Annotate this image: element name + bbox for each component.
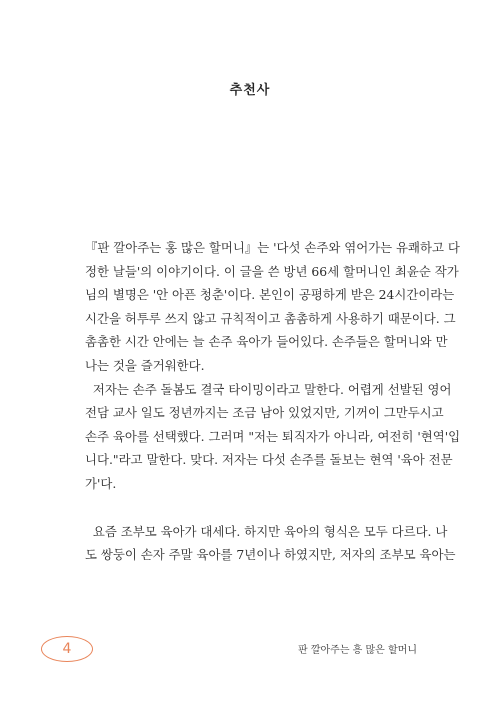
page-number-oval bbox=[41, 636, 93, 662]
text-line: 나는 것을 즐거워한다. bbox=[85, 357, 205, 373]
text-line: 저자는 손주 돌봄도 결국 타이밍이라고 말한다. 어렵게 선발된 영어 bbox=[85, 381, 452, 397]
text-line: 손주 육아를 선택했다. 그러며 "저는 퇴직자가 아니라, 여전히 '현역'입 bbox=[85, 428, 461, 444]
page-number: 4 bbox=[62, 641, 72, 657]
text-line: 도 쌍둥이 손자 주말 육아를 7년이나 하였지만, 저자의 조부모 육아는 bbox=[85, 547, 456, 563]
paragraph-3 bbox=[85, 520, 456, 567]
text-line: 가'다. bbox=[85, 475, 117, 491]
paragraph-1 bbox=[85, 236, 460, 378]
page-title: 추천사 bbox=[229, 83, 271, 98]
text-line: 요즘 조부모 육아가 대세다. 하지만 육아의 형식은 모두 다르다. 나 bbox=[85, 523, 448, 539]
paragraph-gap bbox=[85, 496, 425, 520]
page-footer bbox=[0, 636, 500, 666]
paragraph-2 bbox=[85, 378, 461, 496]
running-book-title: 판 깔아주는 흥 많은 할머니 bbox=[298, 645, 417, 656]
body-text bbox=[85, 236, 461, 567]
text-line: 촘촘한 시간 안에는 늘 손주 육아가 들어있다. 손주들은 할머니와 만 bbox=[85, 334, 448, 350]
text-line: 님의 별명은 '안 아픈 청춘'이다. 본인이 공평하게 받은 24시간이라는 bbox=[85, 287, 455, 303]
text-line: 정한 날들'의 이야기이다. 이 글을 쓴 방년 66세 할머니인 최윤순 작가 bbox=[85, 263, 459, 279]
text-line: 『판 깔아주는 홍 많은 할머니』는 '다섯 손주와 엮어가는 유쾌하고 다 bbox=[85, 240, 460, 255]
text-line: 니다."라고 말한다. 맞다. 저자는 다섯 손주를 돌보는 현역 '육아 전문 bbox=[85, 452, 453, 468]
text-line: 시간을 허투루 쓰지 않고 규칙적이고 촘촘하게 사용하기 때문이다. 그 bbox=[85, 310, 456, 326]
text-line: 전담 교사 일도 정년까지는 조금 남아 있었지만, 기꺼이 그만두시고 bbox=[85, 405, 444, 421]
